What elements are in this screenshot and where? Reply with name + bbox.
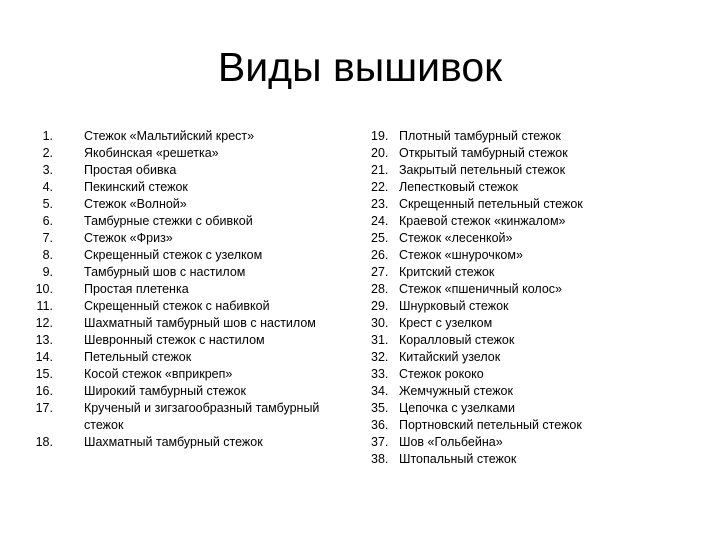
list-item-text: Широкий тамбурный стежок: [84, 384, 246, 398]
list-item-number: 21.: [371, 163, 389, 177]
embroidery-list-left: [0, 128, 339, 451]
list-item-text: Петельный стежок: [84, 350, 192, 364]
list-item-text: Открытый тамбурный стежок: [399, 146, 568, 160]
list-item-text: Китайский узелок: [399, 350, 501, 364]
list-item: [0, 383, 339, 400]
list-item: [371, 230, 709, 247]
list-item-number: 18.: [35, 435, 53, 449]
list-item-number: 10.: [35, 282, 53, 296]
list-item: [371, 298, 709, 315]
list-item-text: Коралловый стежок: [399, 333, 515, 347]
list-item-number: 24.: [371, 214, 389, 228]
list-item-text: Пекинский стежок: [84, 180, 188, 194]
list-item: [371, 128, 709, 145]
list-item: [371, 451, 709, 468]
list-item: [0, 366, 339, 383]
list-item-number: 1.: [42, 129, 53, 143]
list-item-number: 2.: [42, 146, 53, 160]
list-item-text: Шахматный тамбурный шов с настилом: [84, 316, 316, 330]
list-item: [0, 128, 339, 145]
list-item-text: Стежок «Фриз»: [84, 231, 173, 245]
list-item-text: Скрещенный стежок с узелком: [84, 248, 263, 262]
list-item: [0, 264, 339, 281]
list-item-text: Портновский петельный стежок: [399, 418, 582, 432]
list-item-number: 7.: [42, 231, 53, 245]
list-item: [0, 332, 339, 349]
list-item-number: 38.: [371, 452, 389, 466]
list-item-number: 25.: [371, 231, 389, 245]
list-item-text: Крученый и зигзагообразный тамбурный стежок: [84, 401, 320, 432]
list-item: [0, 349, 339, 366]
list-item-text: Стежок рококо: [399, 367, 484, 381]
list-item: [371, 349, 709, 366]
list-item-text: Стежок «лесенкой»: [399, 231, 513, 245]
list-item-text: Косой стежок «вприкреп»: [84, 367, 233, 381]
list-item: [371, 434, 709, 451]
list-item-number: 16.: [35, 384, 53, 398]
list-item-text: Краевой стежок «кинжалом»: [399, 214, 566, 228]
list-item: [0, 213, 339, 230]
list-item-number: 17.: [35, 401, 53, 415]
list-item: [0, 434, 339, 451]
list-item: [0, 179, 339, 196]
list-item: [371, 315, 709, 332]
list-item-text: Жемчужный стежок: [399, 384, 513, 398]
list-item-text: Лепестковый стежок: [399, 180, 518, 194]
list-item: [371, 179, 709, 196]
list-item-number: 22.: [371, 180, 389, 194]
list-item-number: 5.: [42, 197, 53, 211]
list-item: [371, 366, 709, 383]
list-item: [371, 281, 709, 298]
list-item-number: 19.: [371, 129, 389, 143]
list-item-text: Критский стежок: [399, 265, 495, 279]
list-item-number: 33.: [371, 367, 389, 381]
list-item: [0, 400, 339, 434]
list-item-number: 6.: [42, 214, 53, 228]
list-item-text: Стежок «пшеничный колос»: [399, 282, 562, 296]
list-item-number: 14.: [35, 350, 53, 364]
list-item: [0, 145, 339, 162]
list-item-number: 9.: [42, 265, 53, 279]
list-item-number: 30.: [371, 316, 389, 330]
page-title: Виды вышивок: [217, 44, 503, 90]
list-item-text: Тамбурный шов с настилом: [84, 265, 246, 279]
list-item: [0, 298, 339, 315]
list-item: [0, 315, 339, 332]
list-item-text: Скрещенный стежок с набивкой: [84, 299, 270, 313]
list-item-text: Крест с узелком: [399, 316, 493, 330]
list-item-number: 26.: [371, 248, 389, 262]
list-item-number: 37.: [371, 435, 389, 449]
list-item-number: 13.: [35, 333, 53, 347]
list-item-text: Якобинская «решетка»: [84, 146, 219, 160]
list-item-text: Скрещенный петельный стежок: [399, 197, 583, 211]
list-item-text: Цепочка с узелками: [399, 401, 515, 415]
list-item-text: Штопальный стежок: [399, 452, 517, 466]
list-item: [371, 400, 709, 417]
list-item-number: 32.: [371, 350, 389, 364]
list-item-text: Шахматный тамбурный стежок: [84, 435, 263, 449]
list-item: [0, 196, 339, 213]
list-item-text: Простая обивка: [84, 163, 177, 177]
list-item-number: 8.: [42, 248, 53, 262]
list-item: [371, 383, 709, 400]
list-item-number: 23.: [371, 197, 389, 211]
list-item-text: Тамбурные стежки с обивкой: [84, 214, 253, 228]
list-item: [371, 162, 709, 179]
list-item: [371, 417, 709, 434]
list-item-text: Шов «Гольбейна»: [399, 435, 503, 449]
list-item-text: Стежок «Мальтийский крест»: [84, 129, 255, 143]
list-item-number: 27.: [371, 265, 389, 279]
list-item-number: 34.: [371, 384, 389, 398]
list-item: [371, 264, 709, 281]
list-item-number: 36.: [371, 418, 389, 432]
list-item: [0, 281, 339, 298]
list-item-number: 31.: [371, 333, 389, 347]
list-item-text: Стежок «Волной»: [84, 197, 187, 211]
list-item: [371, 145, 709, 162]
list-item: [371, 213, 709, 230]
list-item-number: 28.: [371, 282, 389, 296]
list-item: [0, 247, 339, 264]
list-item-text: Простая плетенка: [84, 282, 189, 296]
embroidery-list-right: [371, 128, 709, 468]
list-item-text: Плотный тамбурный стежок: [399, 129, 561, 143]
list-item-number: 4.: [42, 180, 53, 194]
list-item-text: Шевронный стежок с настилом: [84, 333, 265, 347]
list-item: [0, 230, 339, 247]
list-item-number: 11.: [36, 299, 53, 313]
list-item-text: Шнурковый стежок: [399, 299, 509, 313]
list-item-number: 35.: [371, 401, 389, 415]
list-item: [371, 247, 709, 264]
list-item-number: 29.: [371, 299, 389, 313]
list-item-number: 3.: [42, 163, 53, 177]
list-item-number: 15.: [35, 367, 53, 381]
list-item: [0, 162, 339, 179]
list-item: [371, 332, 709, 349]
list-item-number: 20.: [371, 146, 389, 160]
list-item: [371, 196, 709, 213]
list-item-text: Закрытый петельный стежок: [399, 163, 566, 177]
list-item-number: 12.: [35, 316, 53, 330]
list-item-text: Стежок «шнурочком»: [399, 248, 523, 262]
